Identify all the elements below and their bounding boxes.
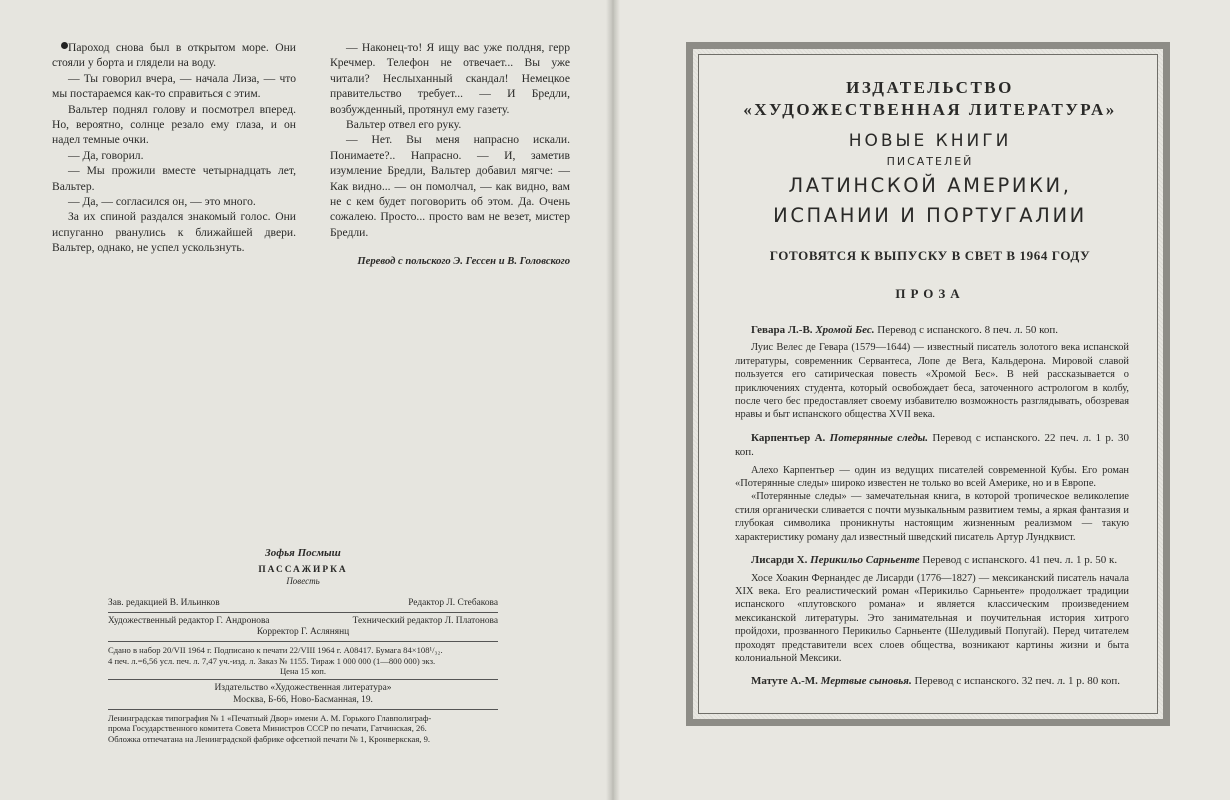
book-entries xyxy=(735,323,1129,698)
entry-info: Перевод с испанского. 22 печ. л. 1 р. 30 коп. xyxy=(735,431,1130,459)
book-entry xyxy=(735,323,1129,422)
paragraph: — Мы прожили вместе четырнадцать лет, Вальтер. xyxy=(52,164,296,193)
preparing-heading: ГОТОВЯТСЯ К ВЫПУСКУ В СВЕТ В 1964 ГОДУ xyxy=(769,248,1091,263)
colophon-author: Зофья Посмыш xyxy=(265,547,341,559)
text-column-1 xyxy=(52,40,296,256)
entry-description: Алехо Карпентьер — один из ведущих писателей современной Кубы. Его роман «Потерянные следы» широко известен не только во всей Америке, но и в Европе. xyxy=(735,464,1129,490)
publisher: Издательство «Художественная литература» xyxy=(214,683,392,694)
entry-author: Карпентьер А. xyxy=(751,431,826,444)
publisher-line-1: ИЗДАТЕЛЬСТВО xyxy=(846,78,1014,97)
print-details-1: Сдано в набор 20/VII 1964 г. Подписано к печати 22/VIII 1964 г. А08417. Бумага 84×108¹/₃₂. xyxy=(108,645,443,656)
book-entry xyxy=(735,431,1129,544)
entry-info: Перевод с испанского. 41 печ. л. 1 р. 50 к. xyxy=(922,554,1118,567)
paragraph: — Да, — согласился он, — это много. xyxy=(68,195,256,209)
editor-in-chief: Зав. редакцией В. Ильинков xyxy=(108,597,220,608)
region-line-2: ИСПАНИИ И ПОРТУГАЛИИ xyxy=(773,204,1087,227)
paragraph: За их спиной раздался знакомый голос. Они испуганно рванулись к ближайшей двери. Вальтер, однако, не успел ускользнуть. xyxy=(52,210,296,255)
entry-head xyxy=(735,674,1129,688)
ad-header xyxy=(717,77,1143,302)
editor: Редактор Л. Стебакова xyxy=(408,597,498,608)
colophon-genre: Повесть xyxy=(286,576,320,587)
entry-book: Перикильо Сарньенте xyxy=(810,554,920,567)
entry-description: «Потерянные следы» — замечательная книга, в которой тропическое великолепие стиля органически сливается с почти музыкальным развитием темы, а яркая фантазия и глубокая символика проникнуты настоящим жизненным реализмом — такую характеристику роману дал известный шведский писатель Артур Лундквист. xyxy=(735,491,1129,543)
entry-description: Луис Велес де Гевара (1579—1644) — известный писатель золотого века испанской литературы, современник Сервантеса, Лопе де Вега, Кальдерона. Мировой славой пользуется его сатирическая повесть «Хромой Бес». В ней рассказывается о приключениях студента, который освобождает беса, заточенного астрологом в колбу, после чего бес предоставляет своему избавителю возможность разглядывать, обозревая нравы и быт испанского общества XVII века. xyxy=(735,342,1129,421)
page-gutter xyxy=(606,0,620,800)
typography-1: Ленинградская типография № 1 «Печатный Двор» имени А. М. Горького Главполиграф- xyxy=(108,712,432,723)
divider xyxy=(108,709,498,710)
entry-author: Гевара Л.-В. xyxy=(751,324,813,336)
text-column-2 xyxy=(330,40,570,270)
colophon-book-title: ПАССАЖИРКА xyxy=(258,565,348,576)
entry-book: Хромой Бес. xyxy=(815,324,875,336)
book-entry xyxy=(735,553,1129,665)
colophon-editors-row-2 xyxy=(108,616,498,627)
divider xyxy=(108,612,498,613)
divider xyxy=(108,641,498,642)
art-editor: Художественный редактор Г. Андронова xyxy=(108,615,270,626)
right-page xyxy=(614,0,1230,800)
paragraph: — Нет. Вы меня напрасно искали. Понимаете?.. Напрасно. — И, заметив изумление Бредли, Вальтер добавил мягче: — Как видно... — он помолчал, — как видно, вам не с кем будет поговорить об этом. Да. Очень сожалею. Просто... просто вам не везет, мистер Бредли. xyxy=(330,133,570,239)
region-line-1: ЛАТИНСКОЙ АМЕРИКИ, xyxy=(788,174,1072,197)
entry-book: Потерянные следы. xyxy=(829,431,929,444)
entry-head xyxy=(735,431,1129,460)
paragraph: — Да, говорил. xyxy=(68,148,144,162)
entry-author: Лисарди Х. xyxy=(751,554,808,567)
typography-3: Обложка отпечатана на Ленинградской фабрике офсетной печати № 1, Кронверкская, 9. xyxy=(108,733,431,744)
divider xyxy=(108,679,498,680)
book-entry xyxy=(735,674,1129,688)
ad-frame-inner xyxy=(698,54,1158,714)
ad-frame xyxy=(686,42,1170,726)
entry-description: Хосе Хоакин Фернандес де Лисарди (1776—1827) — мексиканский писатель начала XIX века. Его реалистический роман «Перикильо Сарньенте» продолжает традиции испанского «плутовского романа» и является классическим произведением мексиканской литературы. Это занимательная и поучительная история хитрого пройдохи, прозванного Перикильо Сарньенте (Шелудивый Попугай). Перед читателем проходят представители всех слоев общества, возникают картины жизни и быта колониальной Мексики. xyxy=(735,572,1129,664)
translation-credit: Перевод с польского Э. Гессен и В. Головского xyxy=(357,256,570,268)
publisher-address: Москва, Б-66, Ново-Басманная, 19. xyxy=(233,694,373,705)
paragraph: Вальтер отвел его руку. xyxy=(346,118,462,132)
entry-head xyxy=(735,553,1129,567)
section-heading: ПРОЗА xyxy=(895,286,965,301)
print-details-2: 4 печ. л.=6,56 усл. печ. л. 7,47 уч.-изд. л. Заказ № 1155. Тираж 1 000 000 (1—800 000) экз. xyxy=(108,655,436,666)
new-books-heading: НОВЫЕ КНИГИ xyxy=(848,131,1012,151)
price: Цена 15 коп. xyxy=(279,666,327,677)
colophon-editors-row xyxy=(108,598,498,609)
paragraph: — Ты говорил вчера, — начала Лиза, — что мы постараемся как-то справиться с этим. xyxy=(52,71,296,101)
entry-author: Матуте А.-М. xyxy=(751,675,818,688)
paragraph: — Наконец-то! Я ищу вас уже полдня, герр Кречмер. Телефон не отвечает... Вы уже читали? Неслыханный скандал! Немецкое правительство требует... — И Бредли, возбужденный, протянул ему газету. xyxy=(330,41,570,116)
entry-book: Мертвые сыновья. xyxy=(820,675,912,688)
left-page xyxy=(0,0,612,800)
paragraph: Пароход снова был в открытом море. Они стояли у борта и глядели на воду. xyxy=(52,41,296,70)
colophon xyxy=(108,548,498,744)
entry-head xyxy=(735,323,1129,337)
entry-info: Перевод с испанского. 8 печ. л. 50 коп. xyxy=(877,324,1059,336)
tech-editor: Технический редактор Л. Платонова xyxy=(352,615,498,626)
writers-heading: ПИСАТЕЛЕЙ xyxy=(886,155,974,168)
entry-info: Перевод с испанского. 32 печ. л. 1 р. 80 коп. xyxy=(914,675,1120,688)
typography-2: прома Государственного комитета Совета Министров СССР по печати, Гатчинская, 26. xyxy=(108,723,427,734)
paragraph: Вальтер поднял голову и посмотрел вперед. Но, вероятно, солнце резало ему глаза, и он надел темные очки. xyxy=(52,102,296,147)
publisher-line-2: «ХУДОЖЕСТВЕННАЯ ЛИТЕРАТУРА» xyxy=(743,100,1117,119)
proofreader: Корректор Г. Аслянянц xyxy=(256,627,350,638)
